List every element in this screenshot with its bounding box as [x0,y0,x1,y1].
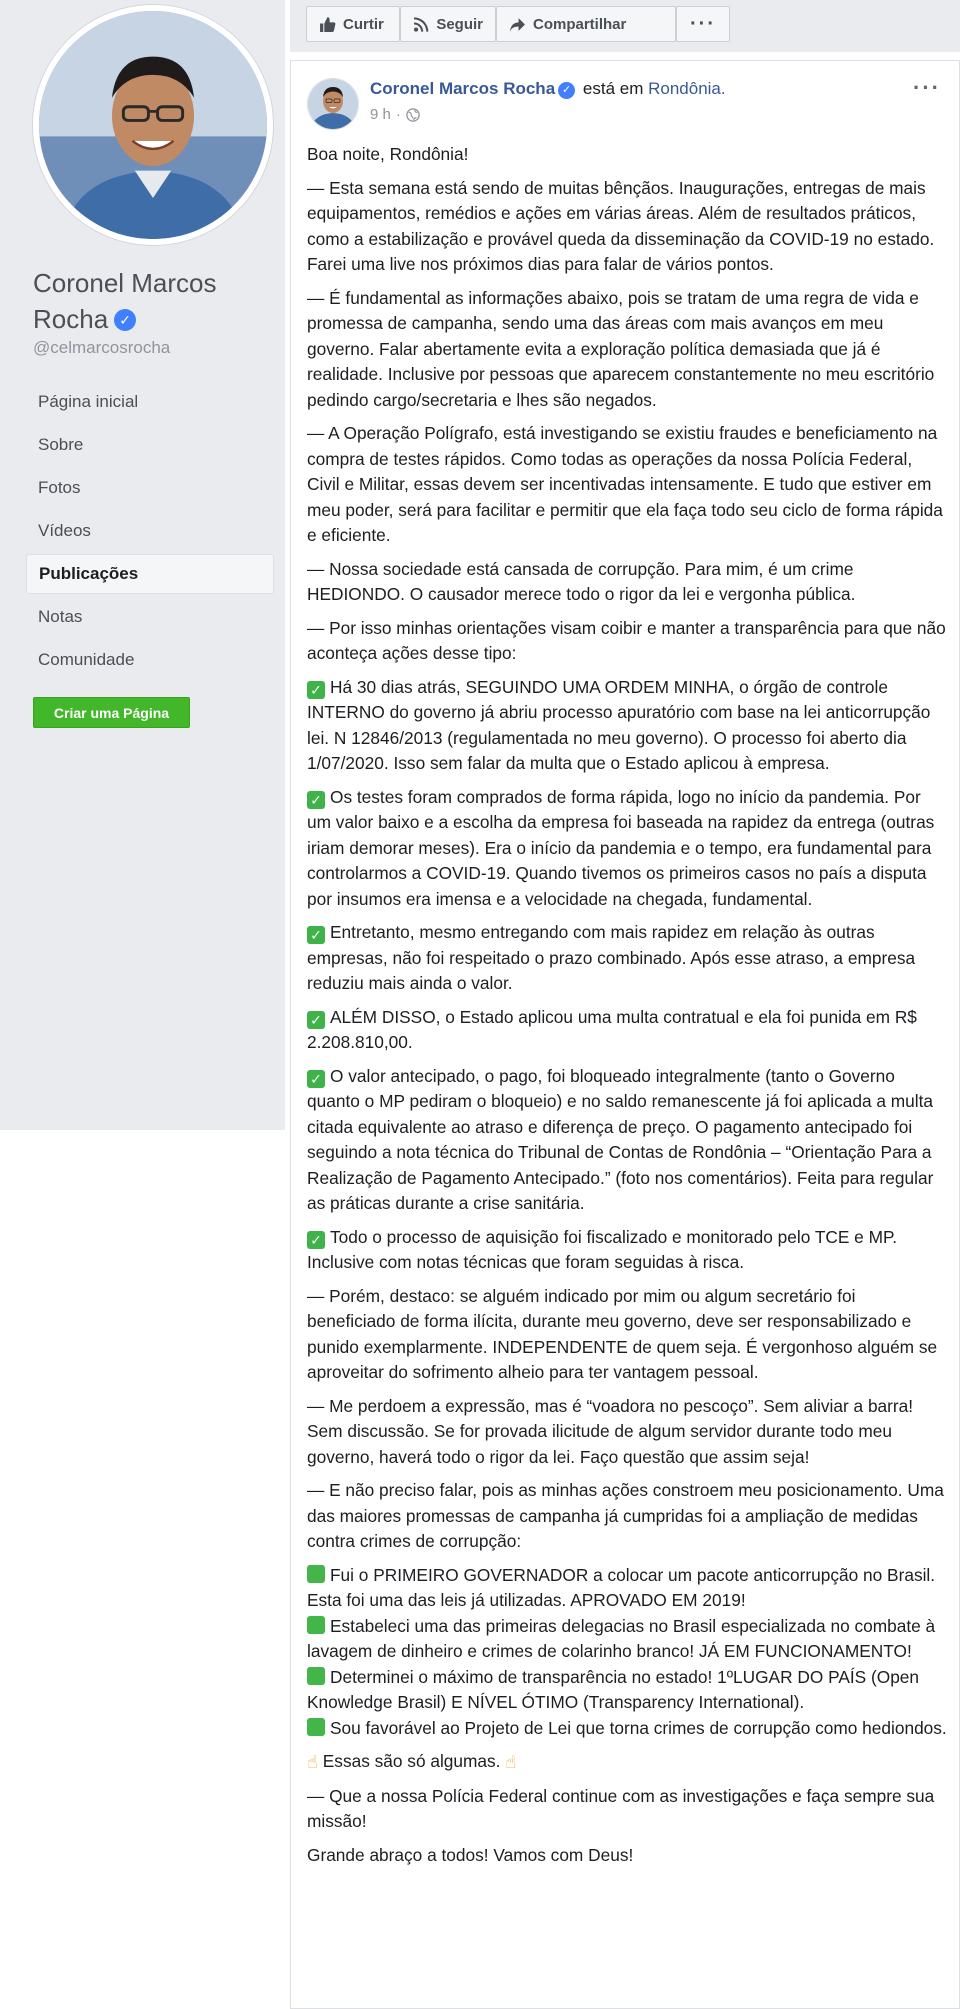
page-action-bar [290,0,960,52]
sidebar-item-community[interactable]: Comunidade [38,650,135,669]
check-mark-icon: ✓ [307,1231,325,1249]
sidebar-item-videos[interactable]: Vídeos [38,521,91,540]
bullet-item [307,1563,947,1614]
profile-avatar[interactable] [33,5,273,245]
more-options-button[interactable]: ··· [676,6,730,42]
paragraph-text: — Por isso minhas orientações visam coibir e manter a transparência para que não aconteça ações desse tipo: [307,617,946,663]
post-header [370,79,726,99]
checked-paragraph [307,785,947,913]
post-avatar-photo [308,79,358,129]
verified-badge-icon: ✓ [558,82,575,99]
green-square-icon [307,1616,325,1634]
sidebar-item-posts[interactable]: Publicações [26,554,274,594]
paragraph-text: Entretanto, mesmo entregando com mais rapidez em relação às outras empresas, não foi respeitado o prazo combinado. Após esse atraso, a empresa reduziu mais ainda o valor. [307,922,916,993]
sidebar-item-notes[interactable]: Notas [38,607,83,626]
checked-paragraph [307,1064,947,1217]
post-paragraph: Grande abraço a todos! Vamos com Deus! [307,1844,634,1865]
paragraph-text: Boa noite, Rondônia! [307,144,469,164]
check-mark-icon: ✓ [307,681,325,699]
page-username: @celmarcosrocha [33,338,171,357]
location-prefix: está em [582,79,644,98]
check-mark-icon: ✓ [307,926,325,944]
post-paragraphs [307,142,947,1555]
paragraph-text: — A Operação Polígrafo, está investigando se existiu fraudes e beneficiamento na compra de testes rápidos. Como todas as operações da nossa Polícia Federal, Civil e Militar, essas devem ser incentivadas intensamente. E tudo que estiver em meu poder, será para facilitar e permitir que ela faça todo seu ciclo de forma rápida e eficiente. [307,423,943,545]
rss-icon [413,16,429,33]
paragraph-text: ALÉM DISSO, o Estado aplicou uma multa contratual e ela foi punida em R$ 2.208.810,00. [307,1006,917,1052]
bullet-item [307,1614,947,1665]
pointing-hand-icon: ☝ [307,1752,318,1772]
location-link[interactable]: Rondônia. [648,79,726,98]
globe-icon[interactable] [406,108,420,122]
post-paragraph [307,286,947,414]
share-arrow-icon [509,16,526,33]
post-paragraph [307,616,947,667]
post-paragraph [307,142,947,168]
post-body [307,142,947,1876]
post-card [290,60,960,2009]
bullet-text: Fui o PRIMEIRO GOVERNADOR a colocar um pacote anticorrupção no Brasil. Esta foi uma das leis já utilizadas. APROVADO EM 2019! [307,1564,936,1610]
bullet-item [307,1665,947,1716]
paragraph-text: O valor antecipado, o pago, foi bloqueado integralmente (tanto o Governo quanto o MP pediram o bloqueio) e no saldo remanescente já foi aplicada a multa citada equivalente ao atraso e diferença de preço. O pagamento antecipado foi seguindo a nota técnica do Tribunal de Contas de Rondônia – “Orientação Para a Realização de Pagamento Antecipado.” (foto nos comentários). Feita para regular as práticas durante a crise sanitária. [307,1065,934,1213]
pointing-hand-icon: ☝ [505,1752,517,1772]
post-paragraph [307,1478,947,1555]
page-title[interactable] [33,265,278,337]
sidebar-item-photos[interactable]: Fotos [38,478,81,497]
post-paragraph [307,557,947,608]
closing-text: Essas são só algumas. [322,1751,501,1771]
paragraph-text: — E não preciso falar, pois as minhas ações constroem meu posicionamento. Uma das maiores promessas de campanha já cumpridas foi a ampliação de medidas contra crimes de corrupção: [307,1480,944,1551]
checked-paragraph [307,1005,947,1056]
share-button[interactable] [496,6,676,42]
paragraph-text: — Me perdoem a expressão, mas é “voadora no pescoço”. Sem aliviar a barra! Sem discussão. Se for provada ilicitude de algum servidor durante todo meu governo, haverá todo o rigor da lei. Faço questão que assim seja! [307,1395,914,1467]
paragraph-text: — É fundamental as informações abaixo, pois se tratam de uma regra de vida e promessa de campanha, sendo uma das áreas com mais avanços em meu governo. Falar abertamente evita a exploração política demasiada que já é realidade. Inclusive por pessoas que aparecem constantemente no meu escritório pedindo cargo/secretaria e lhes são negados. [307,287,935,410]
thumbs-up-icon [319,16,336,33]
paragraph-text: — Nossa sociedade está cansada de corrupção. Para mim, é um crime HEDIONDO. O causador merece todo o rigor da lei e vergonha pública. [307,558,856,604]
bullet-text: Determinei o máximo de transparência no estado! 1ºLUGAR DO PAÍS (Open Knowledge Brasil) E NÍVEL ÓTIMO (Transparency International). [307,1666,920,1712]
post-paragraph [307,1394,947,1471]
green-square-icon [307,1565,325,1583]
closing-line [307,1749,947,1776]
paragraph-text: — Esta semana está sendo de muitas bênçãos. Inaugurações, entregas de mais equipamentos, remédios e ações em várias áreas. Além de resultados práticos, como a estabilização e provável queda da disseminação da COVID-19 no estado. Farei uma live nos próximos dias para falar de vários pontos. [307,177,935,274]
post-bullet-list [307,1563,947,1742]
bullet-text: Sou favorável ao Projeto de Lei que torna crimes de corrupção como hediondos. [330,1717,947,1738]
like-button[interactable] [306,6,400,42]
paragraph-text: Há 30 dias atrás, SEGUINDO UMA ORDEM MINHA, o órgão de controle INTERNO do governo já abriu processo apuratório com base na lei anticorrupção lei. N 12846/2013 (regulamentada no meu governo). O processo foi aberto dia 1/07/2020. Isso sem falar da multa que o Estado aplicou à empresa. [307,676,931,773]
profile-photo [39,11,267,239]
like-label: Curtir [343,15,384,33]
share-label: Compartilhar [533,15,627,33]
follow-button[interactable] [400,6,496,42]
check-mark-icon: ✓ [307,1011,325,1029]
create-page-button[interactable]: Criar uma Página [33,697,190,728]
check-mark-icon: ✓ [307,791,325,809]
green-square-icon [307,1667,325,1685]
post-author-link[interactable]: Coronel Marcos Rocha [370,79,556,98]
paragraph-text: Os testes foram comprados de forma rápida, logo no início da pandemia. Por um valor baixo e a escolha da empresa foi baseada na rapidez da entrega (outras iriam demorar meses). Era o início da pandemia e o tempo, era fundamental para controlarmos a COVID-19. Quando tivemos os primeiros casos no país a disputa por insumos era imensa e a velocidade na chegada, fundamental. [307,786,935,909]
sidebar-item-home[interactable]: Página inicial [38,392,139,411]
check-mark-icon: ✓ [307,1070,325,1088]
left-sidebar [0,0,285,1130]
post-paragraph: — Que a nossa Polícia Federal continue com as investigações e faça sempre sua missão! [307,1785,935,1831]
green-square-icon [307,1718,325,1736]
paragraph-text: Todo o processo de aquisição foi fiscalizado e monitorado pelo TCE e MP. Inclusive com notas técnicas que foram seguidas à risca. [307,1226,898,1272]
follow-label: Seguir [436,15,483,33]
post-timestamp[interactable]: 9 h [370,106,391,123]
bullet-text: Estabeleci uma das primeiras delegacias no Brasil especializada no combate à lavagem de dinheiro e crimes de colarinho branco! JÁ EM FUNCIONAMENTO! [307,1615,936,1661]
bullet-item [307,1716,947,1742]
post-paragraph [307,1284,947,1386]
post-paragraph [307,421,947,549]
checked-paragraph [307,675,947,777]
paragraph-text: — Porém, destaco: se alguém indicado por mim ou algum secretário foi beneficiado de forma ilícita, durante meu governo, deve ser responsabilizado e punido exemplarmente. INDEPENDENTE de quem seja. É vergonhoso alguém se aproveitar do sofrimento alheio para ter vantagem pessoal. [307,1285,938,1382]
post-options-menu[interactable]: ··· [913,75,941,100]
verified-badge-icon: ✓ [114,309,136,331]
post-paragraph [307,176,947,278]
post-meta [370,106,420,123]
checked-paragraph [307,920,947,997]
checked-paragraph [307,1225,947,1276]
post-author-avatar[interactable] [307,78,359,130]
meta-separator: · [395,106,401,123]
sidebar-item-about[interactable]: Sobre [38,435,84,454]
sidebar-nav [26,382,274,683]
page-title-text: Coronel Marcos Rocha [33,268,217,334]
